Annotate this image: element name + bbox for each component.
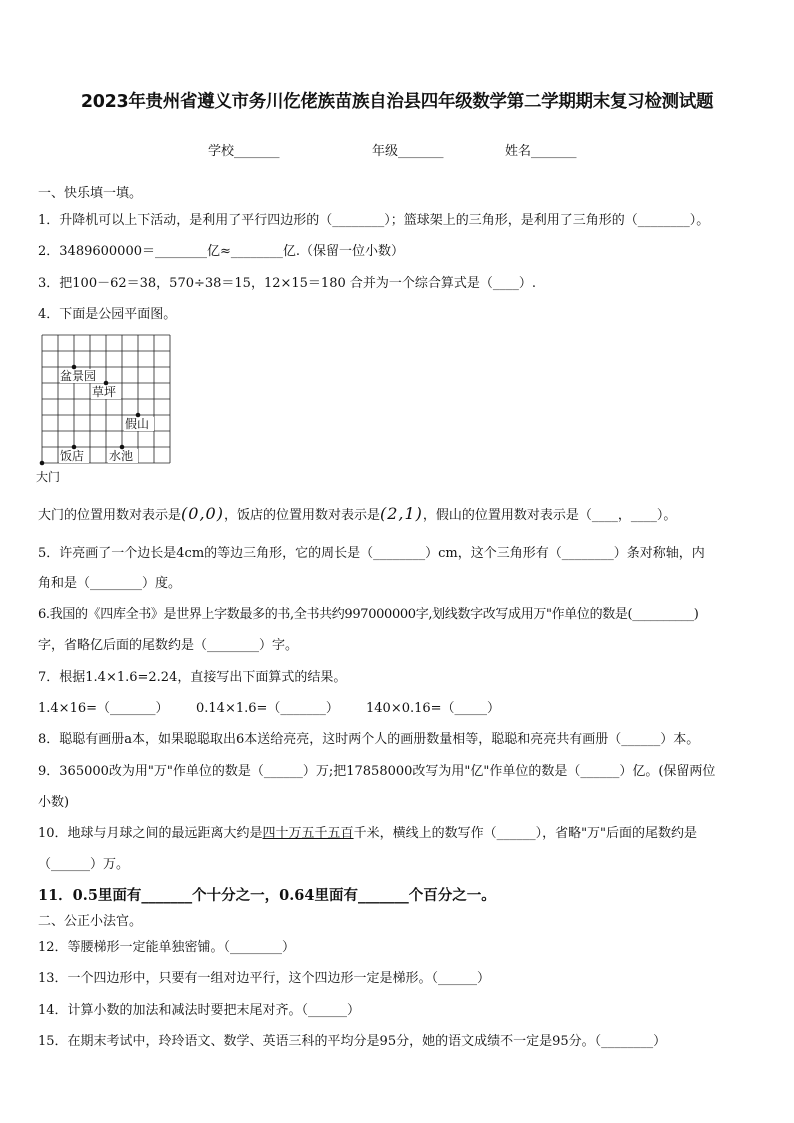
question-14: 14．计算小数的加法和减法时要把末尾对齐。（______） — [38, 1003, 361, 1018]
map-label-rockery: 假山 — [125, 417, 150, 431]
question-13: 13．一个四边形中，只要有一组对边平行，这个四边形一定是梯形。（______） — [38, 971, 491, 986]
name-field[interactable]: 姓名_______ — [505, 144, 577, 159]
map-label-restaurant: 饭店 — [60, 449, 85, 463]
point-gate — [40, 461, 45, 466]
question-5-line-2: 角和是（________）度。 — [38, 576, 182, 591]
page-title: 2023年贵州省遵义市务川仡佬族苗族自治县四年级数学第二学期期末复习检测试题 — [80, 92, 714, 112]
coordinate-pair-restaurant: (2,1) — [379, 504, 423, 523]
question-10-line-1 — [38, 822, 697, 841]
question-6-line-2: 字，省略亿后面的尾数约是（________）字。 — [38, 638, 299, 653]
question-12: 12．等腰梯形一定能单独密铺。（________） — [38, 940, 296, 955]
q10-underlined-number: 四十万五千五百 — [262, 826, 354, 841]
q10-text-b: 千米，横线上的数写作（______），省略"万"后面的尾数约是 — [353, 826, 698, 841]
question-3: 3．把100－62＝38，570÷38＝15，12×15＝180 合并为一个综合算式是（____）. — [38, 276, 537, 291]
map-label-bonsai-garden: 盆景园 — [60, 369, 97, 383]
park-map — [32, 333, 182, 493]
q4-text-c: ，假山的位置用数对表示是（____，____）。 — [422, 508, 677, 523]
question-9-line-2: 小数) — [38, 795, 70, 810]
grade-field[interactable]: 年级_______ — [372, 144, 444, 159]
question-2: 2．3489600000＝________亿≈________亿.（保留一位小数） — [38, 244, 405, 259]
map-label-gate: 大门 — [36, 470, 61, 484]
question-8: 8．聪聪有画册a本，如果聪聪取出6本送给亮亮，这时两个人的画册数量相等，聪聪和亮亮共有画册（______）本。 — [38, 732, 700, 747]
q10-text-a: 10．地球与月球之间的最远距离大约是 — [38, 826, 263, 841]
question-7-item-c: 140×0.16=（_____） — [366, 701, 501, 716]
question-6-line-1: 6.我国的《四库全书》是世界上字数最多的书,全书共约997000000字,划线数字改写成用万"作单位的数是(__________) — [38, 607, 699, 622]
map-label-pond: 水池 — [109, 449, 134, 463]
question-7-item-b: 0.14×1.6=（_______） — [196, 701, 339, 716]
map-label-lawn: 草坪 — [92, 385, 117, 399]
q4-text-b: ，饭店的位置用数对表示是 — [223, 508, 380, 523]
question-15: 15．在期末考试中，玲玲语文、数学、英语三科的平均分是95分，她的语文成绩不一定是95分。（________） — [38, 1034, 667, 1049]
coordinate-pair-gate: (0,0) — [181, 504, 224, 523]
section-1-heading: 一、快乐填一填。 — [38, 186, 143, 201]
question-9-line-1: 9．365000改为用"万"作单位的数是（______）万;把17858000改写为用"亿"作单位的数是（______）亿。(保留两位 — [38, 764, 716, 779]
question-4: 4．下面是公园平面图。 — [38, 307, 177, 322]
question-10-line-2: （______）万。 — [38, 857, 130, 872]
question-1: 1．升降机可以上下活动，是利用了平行四边形的（________）；篮球架上的三角形，是利用了三角形的（________）。 — [38, 213, 710, 228]
section-2-heading: 二、公正小法官。 — [38, 914, 143, 929]
question-7: 7．根据1.4×1.6=2.24，直接写出下面算式的结果。 — [38, 670, 347, 685]
school-field[interactable]: 学校_______ — [208, 144, 280, 159]
question-5-line-1: 5．许亮画了一个边长是4cm的等边三角形，它的周长是（________）cm，这个三角形有（________）条对称轴，内 — [38, 546, 705, 561]
park-map-grid — [32, 333, 182, 493]
q4-text-a: 大门的位置用数对表示是 — [38, 508, 182, 523]
question-11: 11．0.5里面有_______个十分之一，0.64里面有_______个百分之一。 — [38, 887, 496, 904]
question-4-blank — [38, 504, 676, 523]
question-7-item-a: 1.4×16=（_______） — [38, 701, 169, 716]
